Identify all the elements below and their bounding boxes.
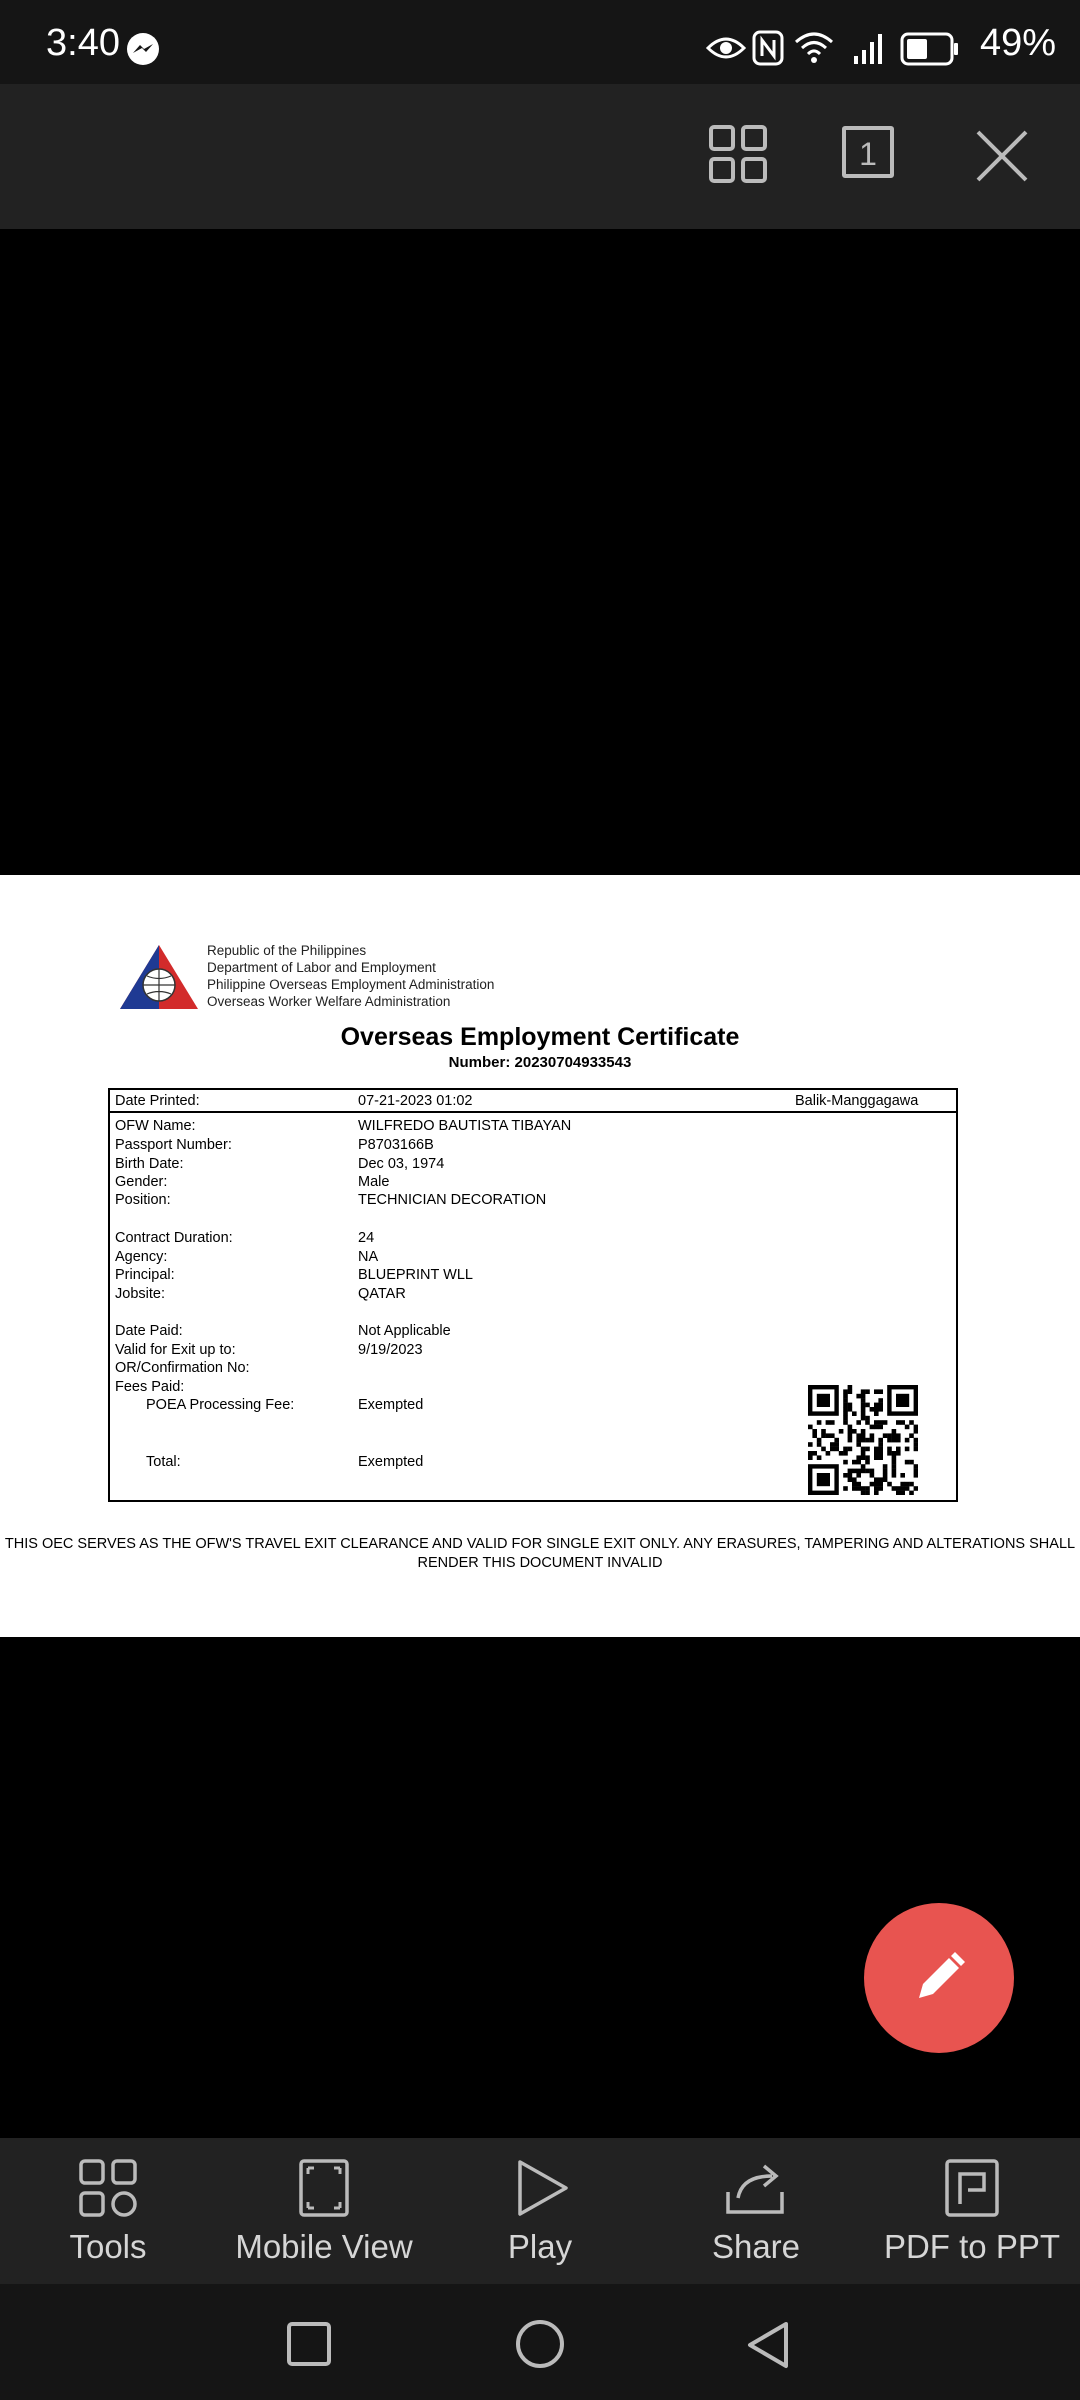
agency-line: Republic of the Philippines xyxy=(207,943,367,958)
status-time: 3:40 xyxy=(46,22,120,64)
field-label: Contract Duration: xyxy=(115,1230,233,1246)
field-label: Position: xyxy=(115,1192,171,1208)
pdf-to-ppt-icon xyxy=(944,2158,1000,2218)
page-number-icon[interactable] xyxy=(842,126,894,178)
home-icon[interactable] xyxy=(514,2318,566,2370)
play-icon xyxy=(514,2158,570,2218)
field-label: Date Paid: xyxy=(115,1323,183,1339)
field-value: Male xyxy=(358,1174,390,1190)
category-label: Balik-Manggagawa xyxy=(795,1093,919,1109)
toolbar-label: Play xyxy=(507,2228,573,2265)
bottom-toolbar xyxy=(0,2138,1080,2284)
battery-icon xyxy=(900,32,960,66)
toolbar-label: Share xyxy=(711,2228,801,2265)
close-icon[interactable] xyxy=(974,128,1030,184)
footer-disclaimer: THIS OEC SERVES AS THE OFW'S TRAVEL EXIT CLEARANCE AND VALID FOR SINGLE EXIT ONLY. ANY ERASURES, TAMPERING AND ALTERATIONS SHALL RENDER THIS DOCUMENT INVALID xyxy=(4,1536,1076,1571)
qr-code xyxy=(808,1385,918,1495)
eye-icon xyxy=(706,34,746,62)
page-number: 1 xyxy=(859,136,877,172)
field-label: OFW Name: xyxy=(115,1118,196,1134)
header-divider xyxy=(108,1111,958,1113)
toolbar-item-tools[interactable] xyxy=(0,2138,216,2284)
certificate-number: Number: 20230704933543 xyxy=(448,1054,632,1071)
field-label: Gender: xyxy=(115,1174,168,1190)
field-label: POEA Processing Fee: xyxy=(146,1397,295,1413)
field-label: Total: xyxy=(146,1454,181,1470)
field-value: 24 xyxy=(358,1230,375,1246)
top-toolbar xyxy=(0,84,1080,229)
field-label: Principal: xyxy=(115,1267,175,1283)
date-printed-value: 07-21-2023 01:02 xyxy=(358,1093,473,1109)
mobile-view-icon xyxy=(298,2158,350,2218)
document-page xyxy=(0,875,1080,1637)
field-value: P8703166B xyxy=(358,1137,434,1153)
battery-percentage: 49% xyxy=(979,22,1056,64)
field-value: Not Applicable xyxy=(358,1323,451,1339)
toolbar-item-pdf-to-ppt[interactable] xyxy=(864,2138,1080,2284)
field-value: BLUEPRINT WLL xyxy=(358,1267,473,1283)
toolbar-item-play[interactable] xyxy=(432,2138,648,2284)
field-value: Dec 03, 1974 xyxy=(358,1156,445,1172)
agency-line: Overseas Worker Welfare Administration xyxy=(207,994,451,1009)
certificate-title: Overseas Employment Certificate xyxy=(340,1023,740,1051)
field-label: OR/Confirmation No: xyxy=(115,1360,250,1376)
field-value: Exempted xyxy=(358,1454,424,1470)
field-value: TECHNICIAN DECORATION xyxy=(358,1192,547,1208)
signal-icon xyxy=(852,32,886,66)
edit-fab-button[interactable] xyxy=(864,1903,1014,2053)
toolbar-label: PDF to PPT xyxy=(883,2228,1061,2265)
field-value: 9/19/2023 xyxy=(358,1342,423,1358)
agency-line: Philippine Overseas Employment Administration xyxy=(207,977,495,992)
agency-line: Department of Labor and Employment xyxy=(207,960,436,975)
field-label: Passport Number: xyxy=(115,1137,232,1153)
toolbar-item-mobile-view[interactable] xyxy=(216,2138,432,2284)
wifi-icon xyxy=(794,30,834,66)
navigation-bar xyxy=(0,2284,1080,2400)
field-value: NA xyxy=(358,1249,379,1265)
tools-icon xyxy=(78,2158,138,2218)
status-bar xyxy=(0,0,1080,84)
nfc-icon xyxy=(752,30,784,66)
field-label: Fees Paid: xyxy=(115,1379,185,1395)
share-icon xyxy=(724,2158,788,2218)
back-icon[interactable] xyxy=(744,2320,792,2370)
toolbar-label: Tools xyxy=(69,2228,147,2265)
field-label: Valid for Exit up to: xyxy=(115,1342,236,1358)
toolbar-label: Mobile View xyxy=(235,2228,413,2265)
field-value: Exempted xyxy=(358,1397,424,1413)
pencil-icon xyxy=(909,1948,969,2008)
date-printed-label: Date Printed: xyxy=(115,1093,200,1109)
field-label: Jobsite: xyxy=(115,1286,165,1302)
field-value: WILFREDO BAUTISTA TIBAYAN xyxy=(358,1118,572,1134)
toolbar-item-share[interactable] xyxy=(648,2138,864,2284)
messenger-icon xyxy=(126,32,160,66)
field-label: Birth Date: xyxy=(115,1156,184,1172)
grid-view-icon[interactable] xyxy=(708,124,768,184)
field-label: Agency: xyxy=(115,1249,168,1265)
recents-icon[interactable] xyxy=(286,2321,332,2367)
field-value: QATAR xyxy=(358,1286,406,1302)
poea-logo xyxy=(120,945,198,1009)
